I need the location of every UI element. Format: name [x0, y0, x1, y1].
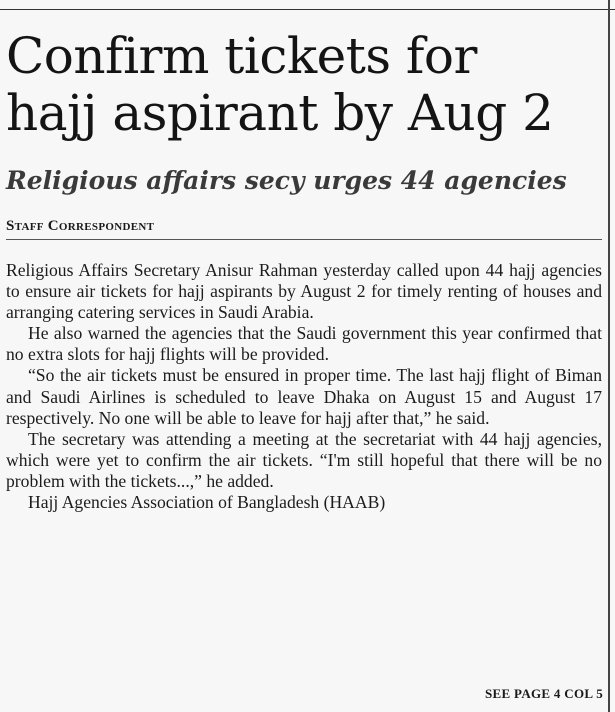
byline: Staff Correspondent	[6, 218, 155, 234]
headline-line-1: Confirm tickets for	[6, 27, 477, 85]
continuation-jump-line: SEE PAGE 4 COL 5	[485, 686, 603, 701]
paragraph-3: “So the air tickets must be ensured in proper time. The last hajj flight of Biman and Saudi Airlines is scheduled to leave Dhaka on August 15 and August 17 respectively. No one will be able to leave for hajj after that,” he said.	[6, 365, 602, 428]
paragraph-4: The secretary was attending a meeting at the secretariat with 44 hajj agencies, which were yet to confirm the air tickets. “I'm still hopeful that there will be no problem with the tickets...,” he added.	[6, 428, 602, 491]
right-column-rule	[608, 0, 610, 712]
subheadline: Religious affairs secy urges 44 agencies	[6, 166, 567, 195]
top-column-rule	[0, 9, 615, 10]
paragraph-1: Religious Affairs Secretary Anisur Rahman yesterday called upon 44 hajj agencies to ensure air tickets for hajj aspirants by August 2 for timely renting of houses and arranging catering services in Saudi Arabia.	[6, 260, 602, 323]
paragraph-5: Hajj Agencies Association of Bangladesh (HAAB)	[28, 492, 386, 513]
headline	[6, 28, 606, 142]
headline-line-2: hajj aspirant by Aug 2	[6, 84, 554, 142]
paragraph-2: He also warned the agencies that the Saudi government this year confirmed that no extra slots for hajj flights will be provided.	[6, 323, 602, 365]
byline-divider	[6, 239, 602, 240]
article-body	[6, 260, 602, 513]
